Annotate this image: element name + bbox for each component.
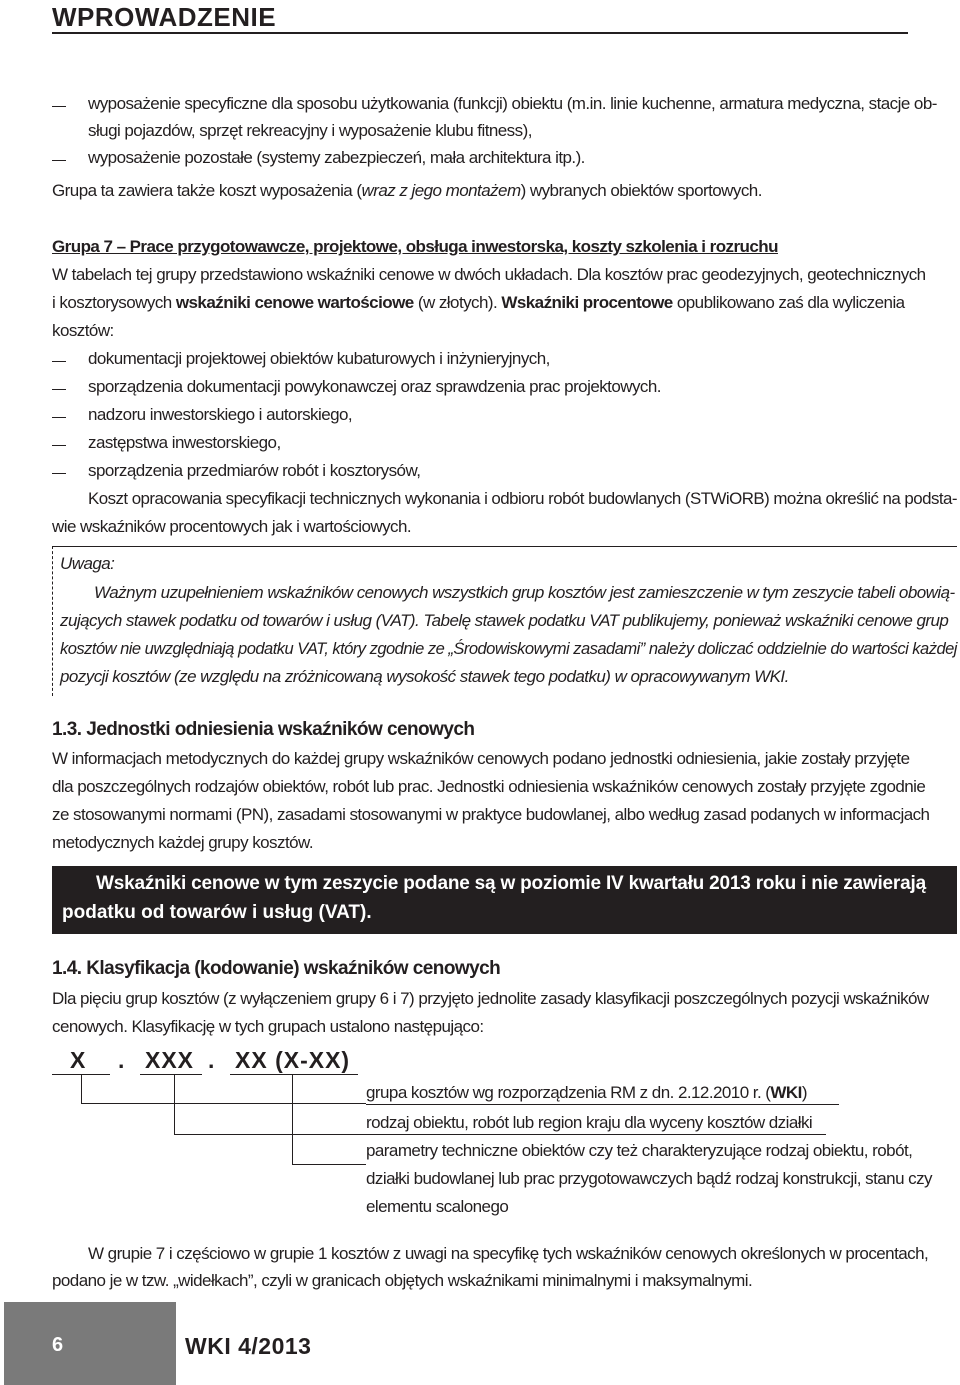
bullet-dash: [52, 389, 66, 390]
code-underline: [140, 1074, 202, 1075]
group7-p1-line-2: i kosztorysowych wskaźniki cenowe wartościowe (w złotych). Wskaźniki procentowe opublikowano zaś dla wyliczenia: [52, 293, 905, 312]
code-underline: [230, 1074, 358, 1075]
section-1-4-line-2: cenowych. Klasyfikację w tych grupach ustalono następująco:: [52, 1017, 484, 1036]
bullet-dash: [52, 361, 66, 362]
list-item: sporządzenia dokumentacji powykonawczej oraz sprawdzenia prac projektowych.: [88, 377, 661, 396]
bullet-dash: [52, 445, 66, 446]
note-label: Uwaga:: [60, 554, 115, 573]
legend-group: grupa kosztów wg rozporządzenia RM z dn. 2.12.2010 r. (WKI): [366, 1083, 807, 1102]
note-line-4: pozycji kosztów (ze względu na zróżnicowaną wysokość stawek tego podatku) w opracowywanym WKI.: [60, 667, 789, 686]
code-separator: .: [118, 1047, 126, 1073]
connector-line: [81, 1103, 366, 1104]
intro-group-note: Grupa ta zawiera także koszt wyposażenia (wraz z jego montażem) wybranych obiektów sportowych.: [52, 181, 762, 200]
group7-p1-line-3: kosztów:: [52, 321, 114, 340]
list-item: sporządzenia przedmiarów robót i kosztorysów,: [88, 461, 421, 480]
section-1-3-heading: 1.3. Jednostki odniesienia wskaźników cenowych: [52, 719, 475, 740]
final-line-2: podano je w tzw. „widełkach”, czyli w granicach objętych wskaźnikami minimalnymi i maksymalnymi.: [52, 1271, 753, 1290]
legend-underline: [366, 1104, 839, 1105]
legend-parameters-line-3: elementu scalonego: [366, 1197, 509, 1216]
group7-heading: Grupa 7 – Prace przygotowawcze, projektowe, obsługa inwestorska, koszty szkolenia i rozruchu: [52, 237, 778, 256]
page-number: 6: [52, 1334, 64, 1356]
connector-line: [81, 1075, 82, 1103]
group7-p2-line-2: wie wskaźników procentowych jak i wartościowych.: [52, 517, 412, 536]
connector-line: [292, 1164, 366, 1165]
vat-highlight-line-2: podatku od towarów i usług (VAT).: [62, 902, 372, 923]
connector-line: [292, 1075, 293, 1164]
group7-p2-line-1: Koszt opracowania specyfikacji technicznych wykonania i odbioru robót budowlanych (STWiORB) można określić na podsta-: [88, 489, 957, 508]
group7-p1-line-1: W tabelach tej grupy przedstawiono wskaźniki cenowe w dwóch układach. Dla kosztów prac geodezyjnych, geotechnicznych: [52, 265, 926, 284]
note-line-1: Ważnym uzupełnieniem wskaźników cenowych wszystkich grup kosztów jest zamieszczenie w tym zeszycie tabeli obowią-: [94, 583, 955, 602]
section-1-3-line-4: metodycznych każdej grupy kosztów.: [52, 833, 313, 852]
intro-bullet-1-line-1: wyposażenie specyficzne dla sposobu użytkowania (funkcji) obiektu (m.in. linie kuchenne, armatura medyczna, stacje ob-: [88, 94, 937, 113]
vat-highlight-box: [52, 866, 957, 934]
list-item: dokumentacji projektowej obiektów kubaturowych i inżynieryjnych,: [88, 349, 550, 368]
final-line-1: W grupie 7 i częściowo w grupie 1 kosztów z uwagi na specyfikę tych wskaźników cenowych określonych w procentach,: [88, 1244, 929, 1263]
bullet-dash: [52, 160, 66, 161]
connector-line: [174, 1075, 175, 1134]
note-line-3: kosztów nie uwzględniają podatku VAT, który zgodnie ze „Środowiskowymi zasadami” należy doliczać oddzielnie do wartości każdej: [60, 639, 957, 658]
intro-bullet-1-line-2: sługi pojazdów, sprzęt rekreacyjny i wyposażenie klubu fitness),: [88, 121, 532, 140]
legend-parameters-line-1: parametry techniczne obiektów czy też charakteryzujące rodzaj obiektu, robót,: [366, 1141, 913, 1160]
section-1-3-line-3: ze stosowanymi normami (PN), zasadami stosowanymi w praktyce budowlanej, albo według zasad podanych w informacjach: [52, 805, 930, 824]
code-parameter-digits: XX (X-XX): [235, 1047, 351, 1073]
header-divider: [52, 32, 908, 34]
code-separator: .: [208, 1047, 216, 1073]
publication-title: WKI 4/2013: [185, 1333, 312, 1359]
section-1-3-line-2: dla poszczególnych rodzajów obiektów, robót lub prac. Jednostki odniesienia wskaźników cenowych zostały przyjęte zgodnie: [52, 777, 926, 796]
section-1-4-line-1: Dla pięciu grup kosztów (z wyłączeniem grupy 6 i 7) przyjęto jednolite zasady klasyfikacji poszczególnych pozycji wskaźników: [52, 989, 929, 1008]
connector-line: [174, 1134, 366, 1135]
note-line-2: zujących stawek podatku od towarów i usług (VAT). Tabelę stawek podatku VAT publikujemy, ponieważ wskaźniki cenowe grup: [60, 611, 949, 630]
page-title: WPROWADZENIE: [52, 2, 277, 32]
section-1-4-heading: 1.4. Klasyfikacja (kodowanie) wskaźników cenowych: [52, 958, 501, 979]
bullet-dash: [52, 473, 66, 474]
code-object-digits: XXX: [145, 1047, 195, 1073]
bullet-dash: [52, 106, 66, 107]
code-group-digit: X: [70, 1047, 87, 1073]
vat-highlight-line-1: Wskaźniki cenowe w tym zeszycie podane są w poziomie IV kwartału 2013 roku i nie zawierają: [96, 873, 926, 894]
intro-bullet-2: wyposażenie pozostałe (systemy zabezpieczeń, mała architektura itp.).: [88, 148, 585, 167]
legend-underline: [366, 1134, 826, 1135]
section-1-3-line-1: W informacjach metodycznych do każdej grupy wskaźników cenowych podano jednostki odniesienia, jakie zostały przyjęte: [52, 749, 910, 768]
legend-object: rodzaj obiektu, robót lub region kraju dla wyceny kosztów działki: [366, 1113, 813, 1132]
legend-parameters-line-2: działki budowlanej lub prac przygotowawczych bądź rodzaj konstrukcji, stanu czy: [366, 1169, 933, 1188]
page-number-box: [4, 1302, 176, 1385]
list-item: nadzoru inwestorskiego i autorskiego,: [88, 405, 353, 424]
bullet-dash: [52, 417, 66, 418]
list-item: zastępstwa inwestorskiego,: [88, 433, 281, 452]
